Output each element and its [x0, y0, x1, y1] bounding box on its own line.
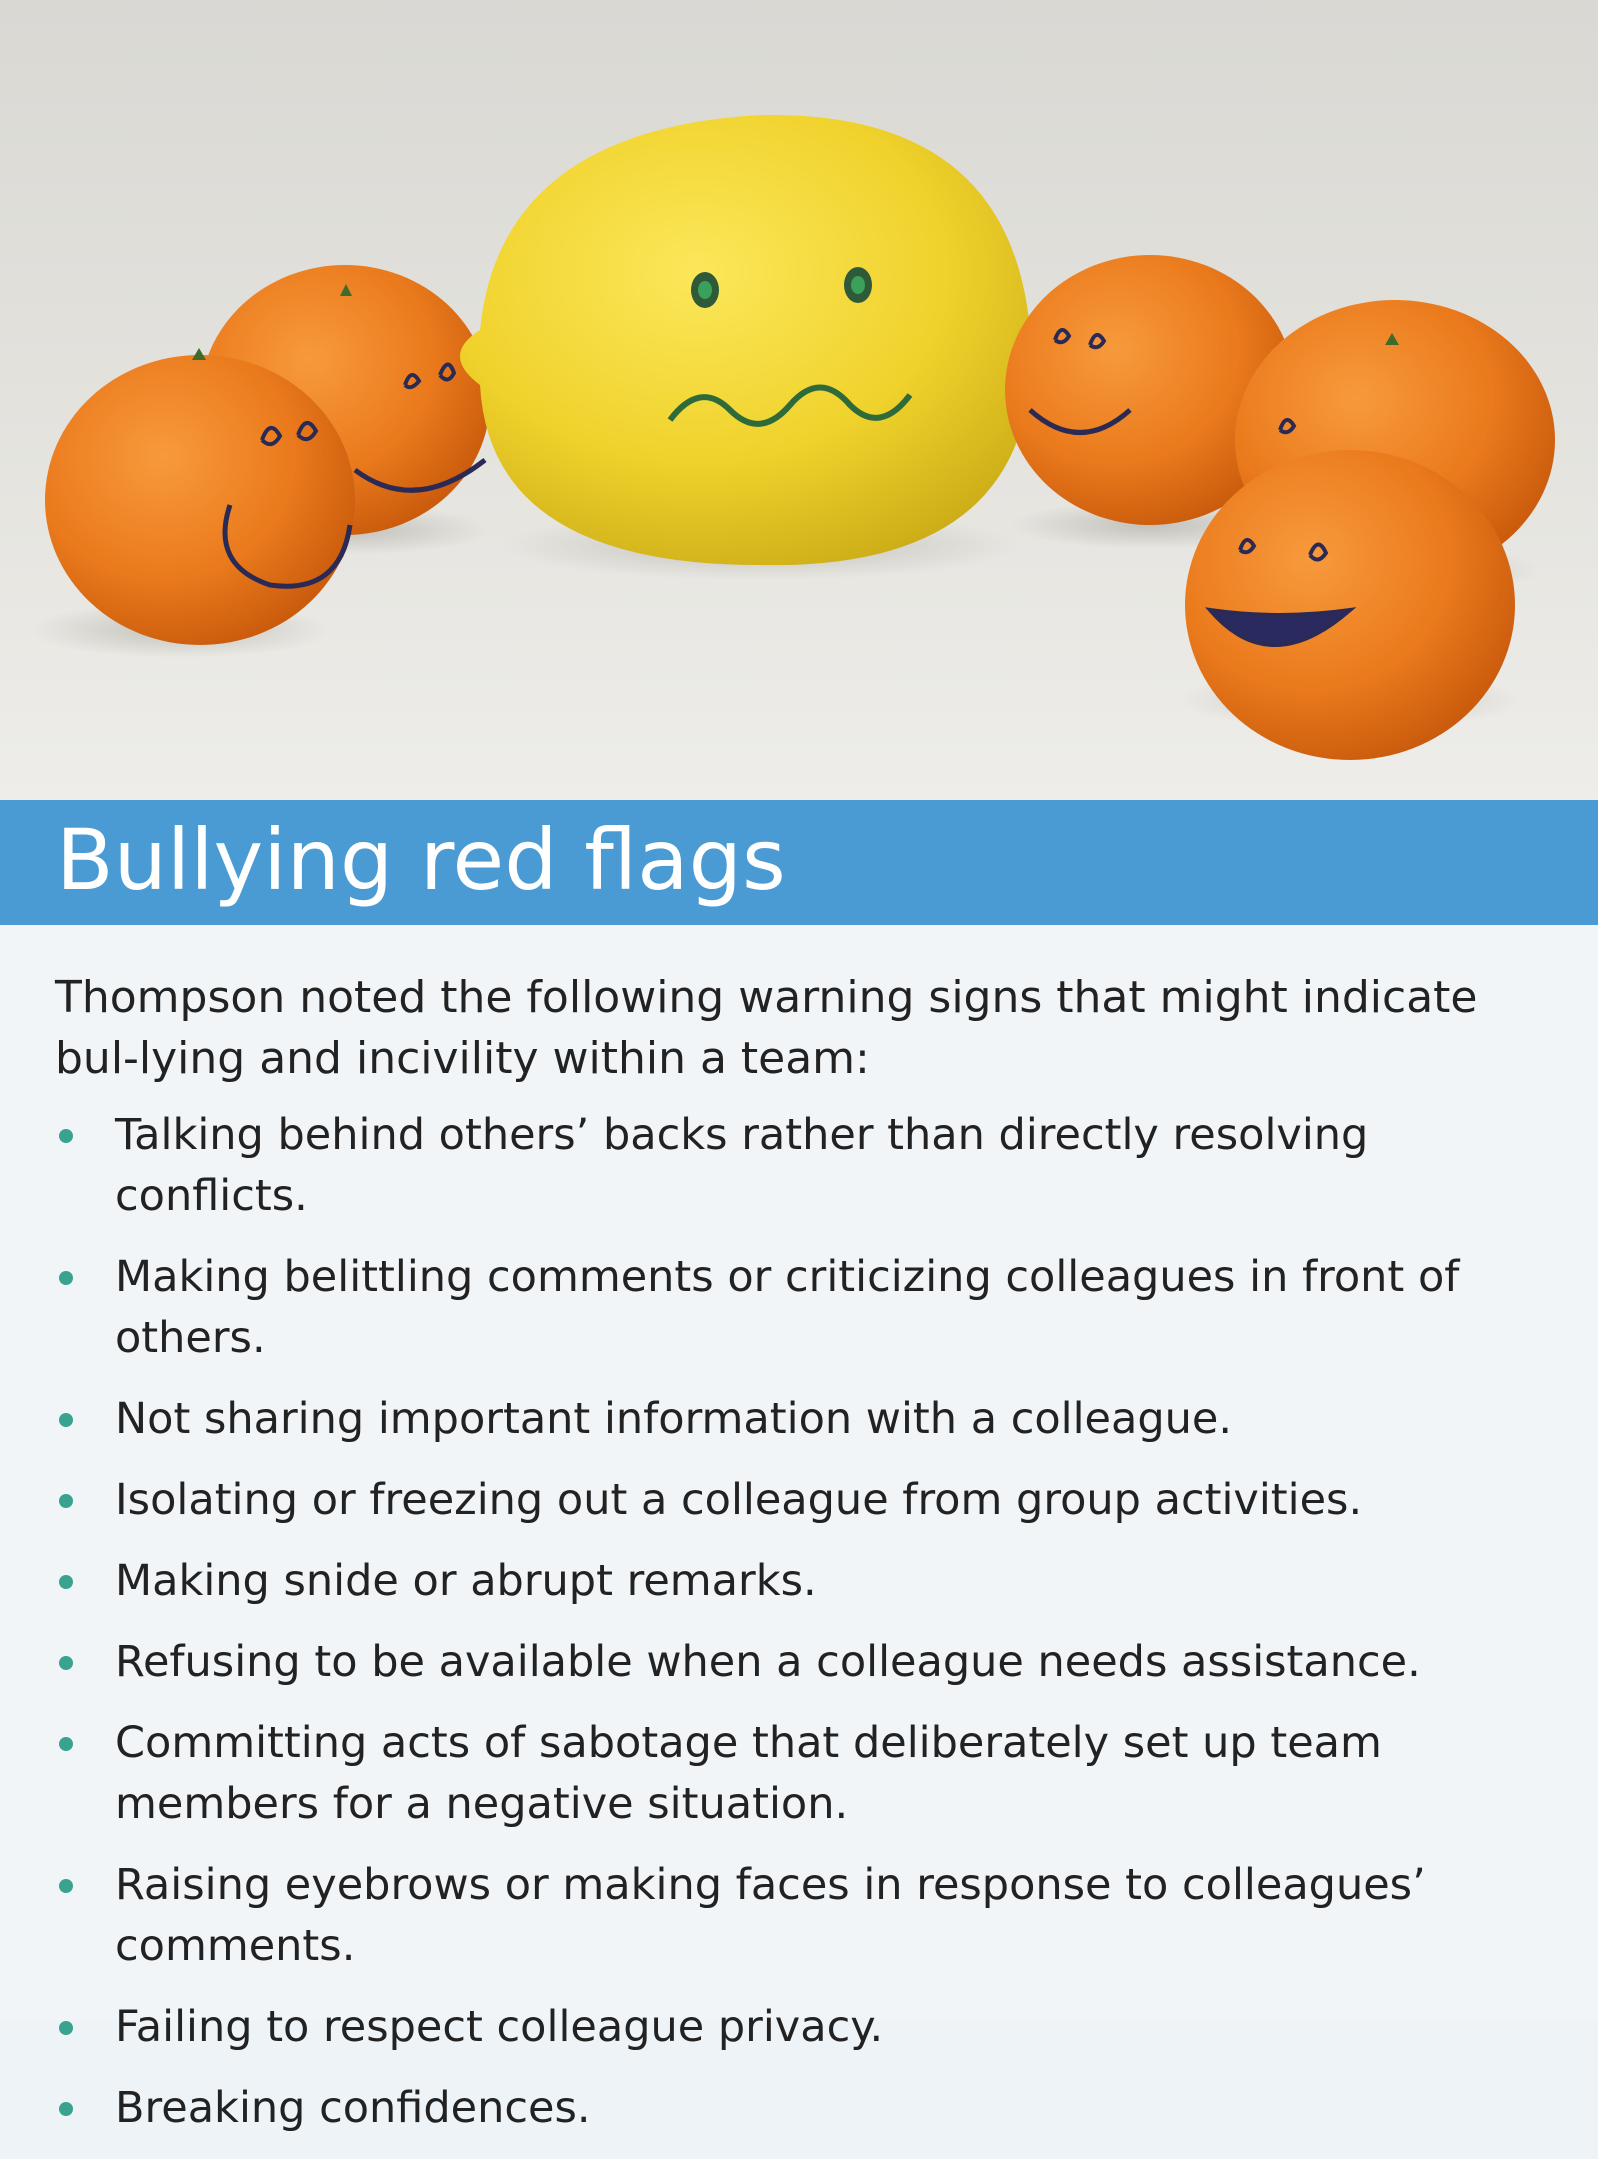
bullet-icon: [59, 1129, 73, 1143]
list-item-text: Failing to respect colleague privacy.: [115, 2002, 884, 2052]
intro-paragraph: Thompson noted the following warning signs that might indicate bul-lying and incivility within a team:: [55, 972, 1478, 1084]
list-item-text: Committing acts of sabotage that deliberately set up team members for a negative situation.: [115, 1718, 1382, 1829]
list-item: [55, 1713, 1555, 1835]
bullet-icon: [59, 1737, 73, 1751]
title-banner: [0, 800, 1598, 925]
list-item: [55, 1855, 1555, 1977]
bullet-icon: [59, 1656, 73, 1670]
bullet-icon: [59, 2021, 73, 2035]
bullet-icon: [59, 1575, 73, 1589]
list-item-text: Talking behind others’ backs rather than directly resolving conflicts.: [115, 1110, 1369, 1221]
list-item: [55, 1247, 1555, 1369]
list-item: [55, 1389, 1555, 1450]
bullet-icon: [59, 1494, 73, 1508]
lemon-and-oranges-photo: [0, 0, 1598, 800]
page-title: Bullying red flags: [56, 811, 786, 909]
content-body: [0, 925, 1598, 2133]
list-item-text: Not sharing important information with a colleague.: [115, 1394, 1233, 1444]
list-item: [55, 1551, 1555, 1612]
list-item: [55, 2078, 1555, 2139]
list-item: [55, 1632, 1555, 1693]
list-item-text: Raising eyebrows or making faces in response to colleagues’ comments.: [115, 1860, 1426, 1971]
list-item-text: Breaking confidences.: [115, 2083, 591, 2133]
red-flags-list: [55, 1105, 1555, 2159]
list-item-text: Refusing to be available when a colleague needs assistance.: [115, 1637, 1421, 1687]
list-item: [55, 1105, 1555, 1227]
bullet-icon: [59, 1413, 73, 1427]
bullet-icon: [59, 1271, 73, 1285]
list-item-text: Making snide or abrupt remarks.: [115, 1556, 817, 1606]
list-item: [55, 1997, 1555, 2058]
list-item-text: Isolating or freezing out a colleague from group activities.: [115, 1475, 1363, 1525]
bullet-icon: [59, 1879, 73, 1893]
list-item: [55, 1470, 1555, 1531]
bullet-icon: [59, 2102, 73, 2116]
list-item-text: Making belittling comments or criticizing colleagues in front of others.: [115, 1252, 1460, 1363]
